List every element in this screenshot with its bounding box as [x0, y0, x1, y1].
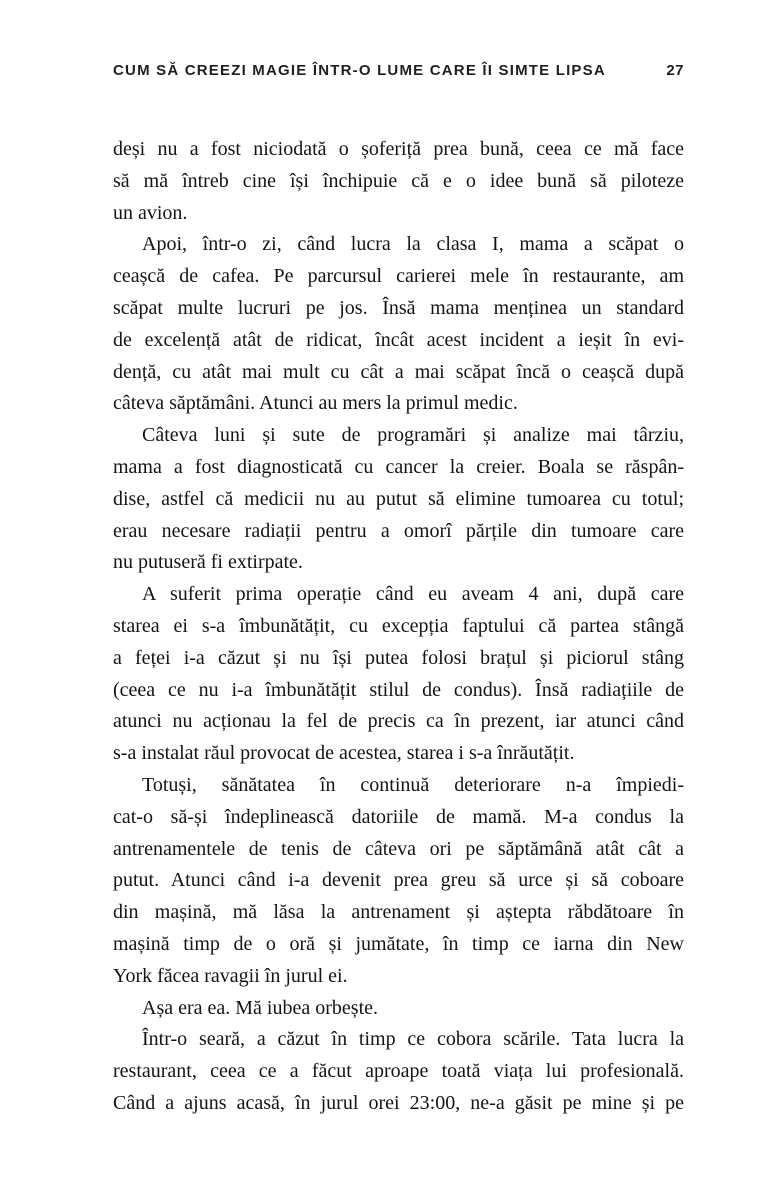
running-title: CUM SĂ CREEZI MAGIE ÎNTR-O LUME CARE ÎI SIMTE LIPSA	[113, 62, 606, 79]
text-line: ceașcă de cafea. Pe parcursul carierei mele în restaurante, am	[113, 265, 684, 288]
running-header	[113, 62, 684, 79]
text-line: mașină timp de o oră și jumătate, în timp ce iarna din New	[113, 932, 684, 955]
text-line: scăpat multe lucruri pe jos. Însă mama menținea un standard	[113, 296, 684, 319]
paragraph	[113, 420, 684, 579]
text-line: câteva săptămâni. Atunci au mers la primul medic.	[113, 392, 518, 415]
paragraph	[113, 770, 684, 993]
page-body	[113, 134, 684, 1120]
text-line: de excelență atât de ridicat, încât acest incident a ieșit în evi-	[113, 328, 684, 351]
page-number: 27	[666, 62, 684, 79]
text-line: erau necesare radiații pentru a omorî părțile din tumoare care	[113, 519, 684, 542]
paragraph	[113, 134, 684, 229]
paragraph	[113, 229, 684, 420]
text-line: a feței i-a căzut și nu își putea folosi brațul și piciorul stâng	[113, 646, 684, 669]
text-line: mama a fost diagnosticată cu cancer la creier. Boala se răspân-	[113, 455, 684, 478]
text-line: dise, astfel că medicii nu au putut să elimine tumoarea cu totul;	[113, 487, 684, 510]
text-line: Câteva luni și sute de programări și analize mai târziu,	[142, 424, 684, 447]
text-line: A suferit prima operație când eu aveam 4 ani, după care	[142, 583, 684, 606]
text-line: un avion.	[113, 201, 188, 224]
text-line: Când a ajuns acasă, în jurul orei 23:00, ne-a găsit pe mine și pe	[113, 1091, 684, 1114]
text-line: din mașină, mă lăsa la antrenament și aștepta răbdătoare în	[113, 901, 684, 924]
paragraph	[113, 579, 684, 770]
text-line: să mă întreb cine își închipuie că e o idee bună să piloteze	[113, 169, 684, 192]
text-line: atunci nu acționau la fel de precis ca în prezent, iar atunci când	[113, 710, 684, 733]
text-line: York făcea ravagii în jurul ei.	[113, 964, 348, 987]
text-line: s-a instalat răul provocat de acestea, starea i s-a înrăutățit.	[113, 742, 575, 765]
text-line: (ceea ce nu i-a îmbunătățit stilul de condus). Însă radiațiile de	[113, 678, 684, 701]
text-line: nu putuseră fi extirpate.	[113, 551, 303, 574]
text-line: cat-o să-și îndeplinească datoriile de mamă. M-a condus la	[113, 805, 684, 828]
text-line: Apoi, într-o zi, când lucra la clasa I, mama a scăpat o	[142, 233, 684, 256]
text-line: Totuși, sănătatea în continuă deteriorare n-a împiedi-	[142, 773, 684, 796]
paragraph	[113, 993, 684, 1025]
text-line: antrenamentele de tenis de câteva ori pe săptămână atât cât a	[113, 837, 684, 860]
text-line: Într-o seară, a căzut în timp ce cobora scările. Tata lucra la	[142, 1028, 684, 1051]
text-line: starea ei s-a îmbunătățit, cu excepția faptului că partea stângă	[113, 614, 684, 637]
text-line: deși nu a fost niciodată o șoferiță prea bună, ceea ce mă face	[113, 138, 684, 160]
text-line: putut. Atunci când i-a devenit prea greu să urce și să coboare	[113, 869, 684, 892]
text-line: dență, cu atât mai mult cu cât a mai scăpat încă o ceașcă după	[113, 360, 684, 383]
text-line: restaurant, ceea ce a făcut aproape toată viața lui profesională.	[113, 1060, 684, 1083]
text-line: Așa era ea. Mă iubea orbește.	[142, 996, 378, 1019]
paragraph	[113, 1024, 684, 1119]
